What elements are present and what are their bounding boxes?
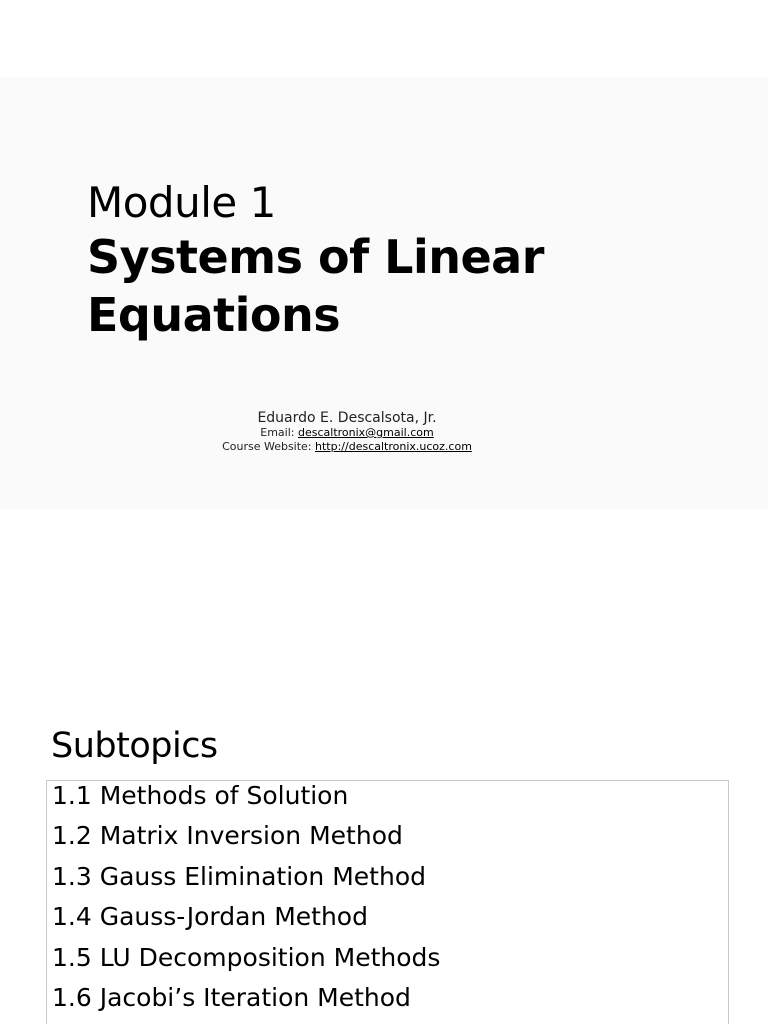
subtopic-item: 1.1 Methods of Solution — [52, 781, 349, 810]
subtopics-title: Subtopics — [51, 726, 218, 766]
email-link[interactable]: descaltronix@gmail.com — [298, 426, 434, 439]
website-label: Course Website: — [222, 440, 316, 453]
title-slide — [0, 78, 768, 510]
subtopic-item: 1.3 Gauss Elimination Method — [52, 861, 426, 891]
website-line — [0, 440, 694, 454]
author-name: Eduardo E. Descalsota, Jr. — [257, 410, 437, 426]
subtopic-item: 1.2 Matrix Inversion Method — [52, 821, 403, 851]
subtopics-list — [52, 776, 440, 1018]
email-label: Email: — [260, 426, 298, 439]
author-block — [0, 410, 694, 454]
title-line-2: Equations — [87, 288, 341, 342]
subtopic-item: 1.6 Jacobi’s Iteration Method — [52, 983, 411, 1013]
module-title — [87, 228, 687, 344]
subtopic-item: 1.4 Gauss-Jordan Method — [52, 902, 368, 932]
module-label: Module 1 — [87, 178, 276, 227]
title-line-1: Systems of Linear — [87, 230, 544, 284]
website-link[interactable]: http://descaltronix.ucoz.com — [315, 440, 472, 453]
subtopic-item: 1.5 LU Decomposition Methods — [52, 942, 441, 972]
email-line — [0, 426, 694, 440]
